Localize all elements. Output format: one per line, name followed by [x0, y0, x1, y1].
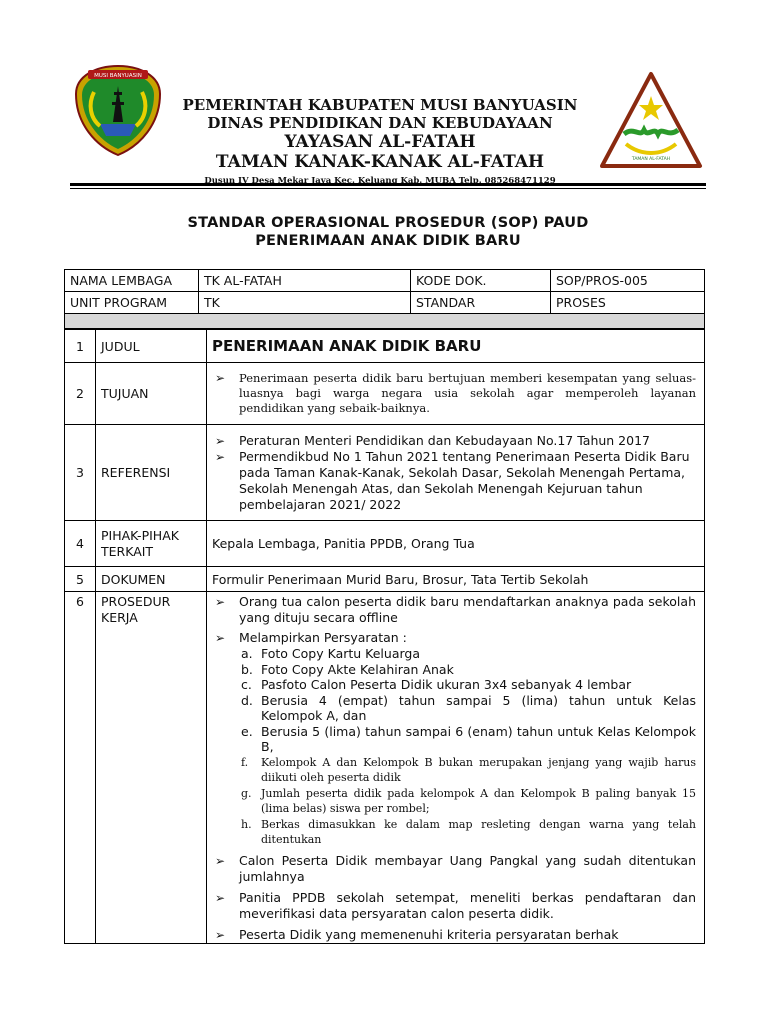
letterhead-rule-thick	[70, 183, 706, 186]
unit-program-label: UNIT PROGRAM	[65, 292, 199, 314]
letterhead-government: PEMERINTAH KABUPATEN MUSI BANYUASIN	[182, 96, 578, 114]
row-number: 5	[65, 567, 96, 592]
document-title	[70, 214, 706, 250]
table-row	[65, 425, 705, 521]
row-number: 6	[65, 592, 96, 944]
row-number: 3	[65, 425, 96, 521]
table-row	[65, 363, 705, 425]
kode-dok-label: KODE DOK.	[411, 270, 551, 292]
list-item: ➢ Orang tua calon peserta didik baru mendaftarkan anaknya pada sekolah yang dituju secara offline	[213, 594, 696, 626]
row-label: TUJUAN	[96, 363, 207, 425]
letterhead-rule-thin	[70, 188, 706, 189]
table-row	[65, 592, 705, 944]
pihak-value: Kepala Lembaga, Panitia PPDB, Orang Tua	[207, 521, 705, 567]
svg-text:MUSI BANYUASIN: MUSI BANYUASIN	[94, 73, 142, 79]
standar-label: STANDAR	[411, 292, 551, 314]
list-item: h. Berkas dimasukkan ke dalam map resleting dengan warna yang telah ditentukan	[241, 817, 696, 846]
letterhead-department: DINAS PENDIDIKAN DAN KEBUDAYAAN	[207, 114, 553, 132]
row-label: DOKUMEN	[96, 567, 207, 592]
separator-row	[64, 313, 705, 329]
list-item: ➢ Peserta Didik yang memenenuhi kriteria persyaratan berhak	[213, 927, 696, 943]
letterhead-foundation: YAYASAN AL-FATAH	[284, 132, 476, 152]
sop-table	[64, 329, 705, 944]
table-row	[65, 567, 705, 592]
standar-value: PROSES	[551, 292, 705, 314]
kode-dok-value: SOP/PROS-005	[551, 270, 705, 292]
title-line-2: PENERIMAAN ANAK DIDIK BARU	[255, 233, 521, 249]
list-item: ➢ Calon Peserta Didik membayar Uang Pangkal yang sudah ditentukan jumlahnya	[213, 853, 696, 885]
list-item: e. Berusia 5 (lima) tahun sampai 6 (enam) tahun untuk Kelas Kelompok B,	[241, 723, 696, 754]
persyaratan-list	[239, 646, 696, 848]
list-item: ➢ Panitia PPDB sekolah setempat, meneliti berkas pendaftaran dan meverifikasi data persyaratan calon peserta didik.	[213, 890, 696, 922]
table-row	[65, 270, 705, 292]
nama-lembaga-label: NAMA LEMBAGA	[65, 270, 199, 292]
row-number: 1	[65, 330, 96, 363]
judul-value: PENERIMAAN ANAK DIDIK BARU	[207, 330, 705, 363]
musi-banyuasin-crest-logo	[70, 62, 166, 158]
list-item: ➢ Permendikbud No 1 Tahun 2021 tentang Penerimaan Peserta Didik Baru pada Taman Kanak-Kanak, Sekolah Dasar, Sekolah Menengah Pertama, Sekolah Menengah Atas, dan Sekolah Menengah Kejuruan tahun pembelajaran 2021/ 2022	[213, 449, 696, 513]
list-item	[213, 630, 696, 848]
table-row	[65, 292, 705, 314]
row-label: PROSEDUR KERJA	[96, 592, 207, 944]
letterhead-address: Dusun IV Desa Mekar Jaya Kec. Keluang Kab. MUBA Telp. 085268471129	[204, 176, 556, 186]
title-line-1: STANDAR OPERASIONAL PROSEDUR (SOP) PAUD	[187, 215, 589, 231]
list-item: f. Kelompok A dan Kelompok B bukan merupakan jenjang yang wajib harus diikuti oleh peserta didik	[241, 755, 696, 784]
row-label: PIHAK-PIHAK TERKAIT	[96, 521, 207, 567]
letterhead-school: TAMAN KANAK-KANAK AL-FATAH	[215, 152, 545, 172]
unit-program-value: TK	[199, 292, 411, 314]
list-item: a. Foto Copy Kartu Keluarga	[241, 646, 421, 661]
nama-lembaga-value: TK AL-FATAH	[199, 270, 411, 292]
row-number: 4	[65, 521, 96, 567]
letterhead-text	[170, 96, 590, 187]
persyaratan-heading: ➢ Melampirkan Persyaratan :	[239, 630, 407, 645]
table-row	[65, 521, 705, 567]
list-item: d. Berusia 4 (empat) tahun sampai 5 (lima) tahun untuk Kelas Kelompok A, dan	[241, 692, 696, 723]
row-label: REFERENSI	[96, 425, 207, 521]
document-info-table	[64, 269, 705, 314]
dokumen-value: Formulir Penerimaan Murid Baru, Brosur, Tata Tertib Sekolah	[207, 567, 705, 592]
list-item: ➢ Penerimaan peserta didik baru bertujuan memberi kesempatan yang seluas-luasnya bagi warga negara usia sekolah agar memperoleh layanan pendidikan yang sebaik-baiknya.	[213, 371, 696, 416]
al-fatah-triangle-logo	[596, 68, 706, 176]
referensi-content	[207, 425, 705, 521]
table-row	[65, 330, 705, 363]
list-item: ➢ Peraturan Menteri Pendidikan dan Kebudayaan No.17 Tahun 2017	[213, 433, 696, 449]
list-item: b. Foto Copy Akte Kelahiran Anak	[241, 661, 454, 677]
prosedur-content	[207, 592, 705, 944]
list-item: g. Jumlah peserta didik pada kelompok A dan Kelompok B paling banyak 15 (lima belas) siswa per rombel;	[241, 786, 696, 815]
row-number: 2	[65, 363, 96, 425]
row-label: JUDUL	[96, 330, 207, 363]
svg-text:TAMAN AL-FATAH: TAMAN AL-FATAH	[631, 157, 671, 162]
list-item: c. Pasfoto Calon Peserta Didik ukuran 3x4 sebanyak 4 lembar	[241, 677, 632, 692]
tujuan-content	[207, 363, 705, 425]
